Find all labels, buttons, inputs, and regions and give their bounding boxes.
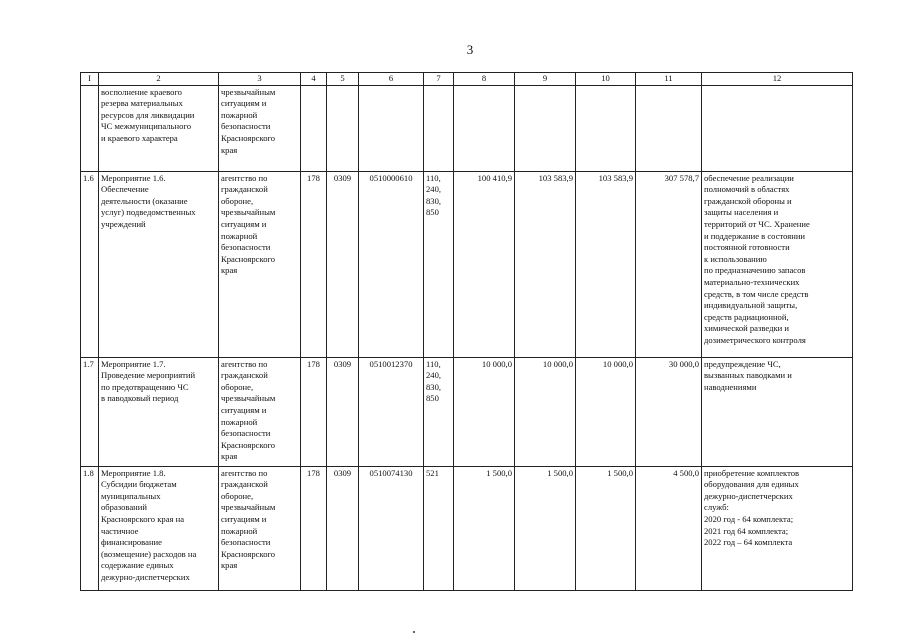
table-row <box>81 466 853 590</box>
measure-name: восполнение краевого резерва материальных ресурсов для ликвидации ЧС межмуниципального и краевого характера <box>99 85 219 171</box>
amount-total: 307 578,7 <box>636 171 702 357</box>
table-row <box>81 171 853 357</box>
amount-year-1: 10 000,0 <box>454 357 515 466</box>
code-csr <box>359 85 424 171</box>
table-row <box>81 85 853 171</box>
amount-total <box>636 85 702 171</box>
header-col-11: 11 <box>636 73 702 86</box>
row-number: 1.8 <box>81 466 99 590</box>
amount-year-2: 1 500,0 <box>515 466 576 590</box>
code-rzpr: 0309 <box>327 171 359 357</box>
header-row <box>81 73 853 86</box>
header-col-2: 2 <box>99 73 219 86</box>
amount-year-3: 103 583,9 <box>576 171 636 357</box>
code-rzpr <box>327 85 359 171</box>
responsible-agency: агентство по гражданской обороне, чрезвычайным ситуациям и пожарной безопасности Красноярского края <box>219 357 301 466</box>
amount-year-3: 10 000,0 <box>576 357 636 466</box>
header-col-5: 5 <box>327 73 359 86</box>
responsible-agency: чрезвычайным ситуациям и пожарной безопасности Красноярского края <box>219 85 301 171</box>
code-rzpr: 0309 <box>327 357 359 466</box>
amount-year-3: 1 500,0 <box>576 466 636 590</box>
header-col-1: I <box>81 73 99 86</box>
header-col-6: 6 <box>359 73 424 86</box>
header-col-12: 12 <box>702 73 853 86</box>
amount-year-2: 103 583,9 <box>515 171 576 357</box>
amount-year-2: 10 000,0 <box>515 357 576 466</box>
header-col-8: 8 <box>454 73 515 86</box>
amount-total: 4 500,0 <box>636 466 702 590</box>
amount-year-1: 100 410,9 <box>454 171 515 357</box>
code-rzpr: 0309 <box>327 466 359 590</box>
code-csr: 0510074130 <box>359 466 424 590</box>
amount-year-1: 1 500,0 <box>454 466 515 590</box>
code-gr: 178 <box>301 466 327 590</box>
amount-year-1 <box>454 85 515 171</box>
program-table <box>80 72 853 591</box>
measure-name: Мероприятие 1.6. Обеспечение деятельности (оказание услуг) подведомственных учреждений <box>99 171 219 357</box>
amount-total: 30 000,0 <box>636 357 702 466</box>
row-number: 1.7 <box>81 357 99 466</box>
code-csr: 0510012370 <box>359 357 424 466</box>
code-csr: 0510000610 <box>359 171 424 357</box>
scan-speck <box>413 631 415 633</box>
responsible-agency: агентство по гражданской обороне, чрезвычайным ситуациям и пожарной безопасности Красноярского края <box>219 466 301 590</box>
table-row <box>81 357 853 466</box>
header-col-4: 4 <box>301 73 327 86</box>
expected-result: приобретение комплектов оборудования для единых дежурно-диспетчерских служб: 2020 год - 64 комплекта; 2021 год 64 комплекта; 2022 год – 64 комплекта <box>702 466 853 590</box>
header-col-7: 7 <box>424 73 454 86</box>
code-vr: 110, 240, 830, 850 <box>424 357 454 466</box>
amount-year-2 <box>515 85 576 171</box>
header-col-10: 10 <box>576 73 636 86</box>
header-col-9: 9 <box>515 73 576 86</box>
page-number: 3 <box>466 42 474 57</box>
expected-result <box>702 85 853 171</box>
row-number: 1.6 <box>81 171 99 357</box>
responsible-agency: агентство по гражданской обороне, чрезвычайным ситуациям и пожарной безопасности Красноярского края <box>219 171 301 357</box>
code-vr: 110, 240, 830, 850 <box>424 171 454 357</box>
row-number <box>81 85 99 171</box>
expected-result: обеспечение реализации полномочий в областях гражданской обороны и защиты населения и территорий от ЧС. Хранение и поддержание в состоянии постоянной готовности к использованию по предназначению запасов материально-технических средств, в том числе средств индивидуальной защиты, средств радиационной, химической разведки и дозиметрического контроля <box>702 171 853 357</box>
measure-name: Мероприятие 1.8. Субсидии бюджетам муниципальных образований Красноярского края на частичное финансирование (возмещение) расходов на содержание единых дежурно-диспетчерских <box>99 466 219 590</box>
code-vr <box>424 85 454 171</box>
measure-name: Мероприятие 1.7. Проведение мероприятий по предотвращению ЧС в паводковый период <box>99 357 219 466</box>
header-col-3: 3 <box>219 73 301 86</box>
code-gr: 178 <box>301 171 327 357</box>
code-gr: 178 <box>301 357 327 466</box>
amount-year-3 <box>576 85 636 171</box>
expected-result: предупреждение ЧС, вызванных паводками и наводнениями <box>702 357 853 466</box>
code-gr <box>301 85 327 171</box>
code-vr: 521 <box>424 466 454 590</box>
